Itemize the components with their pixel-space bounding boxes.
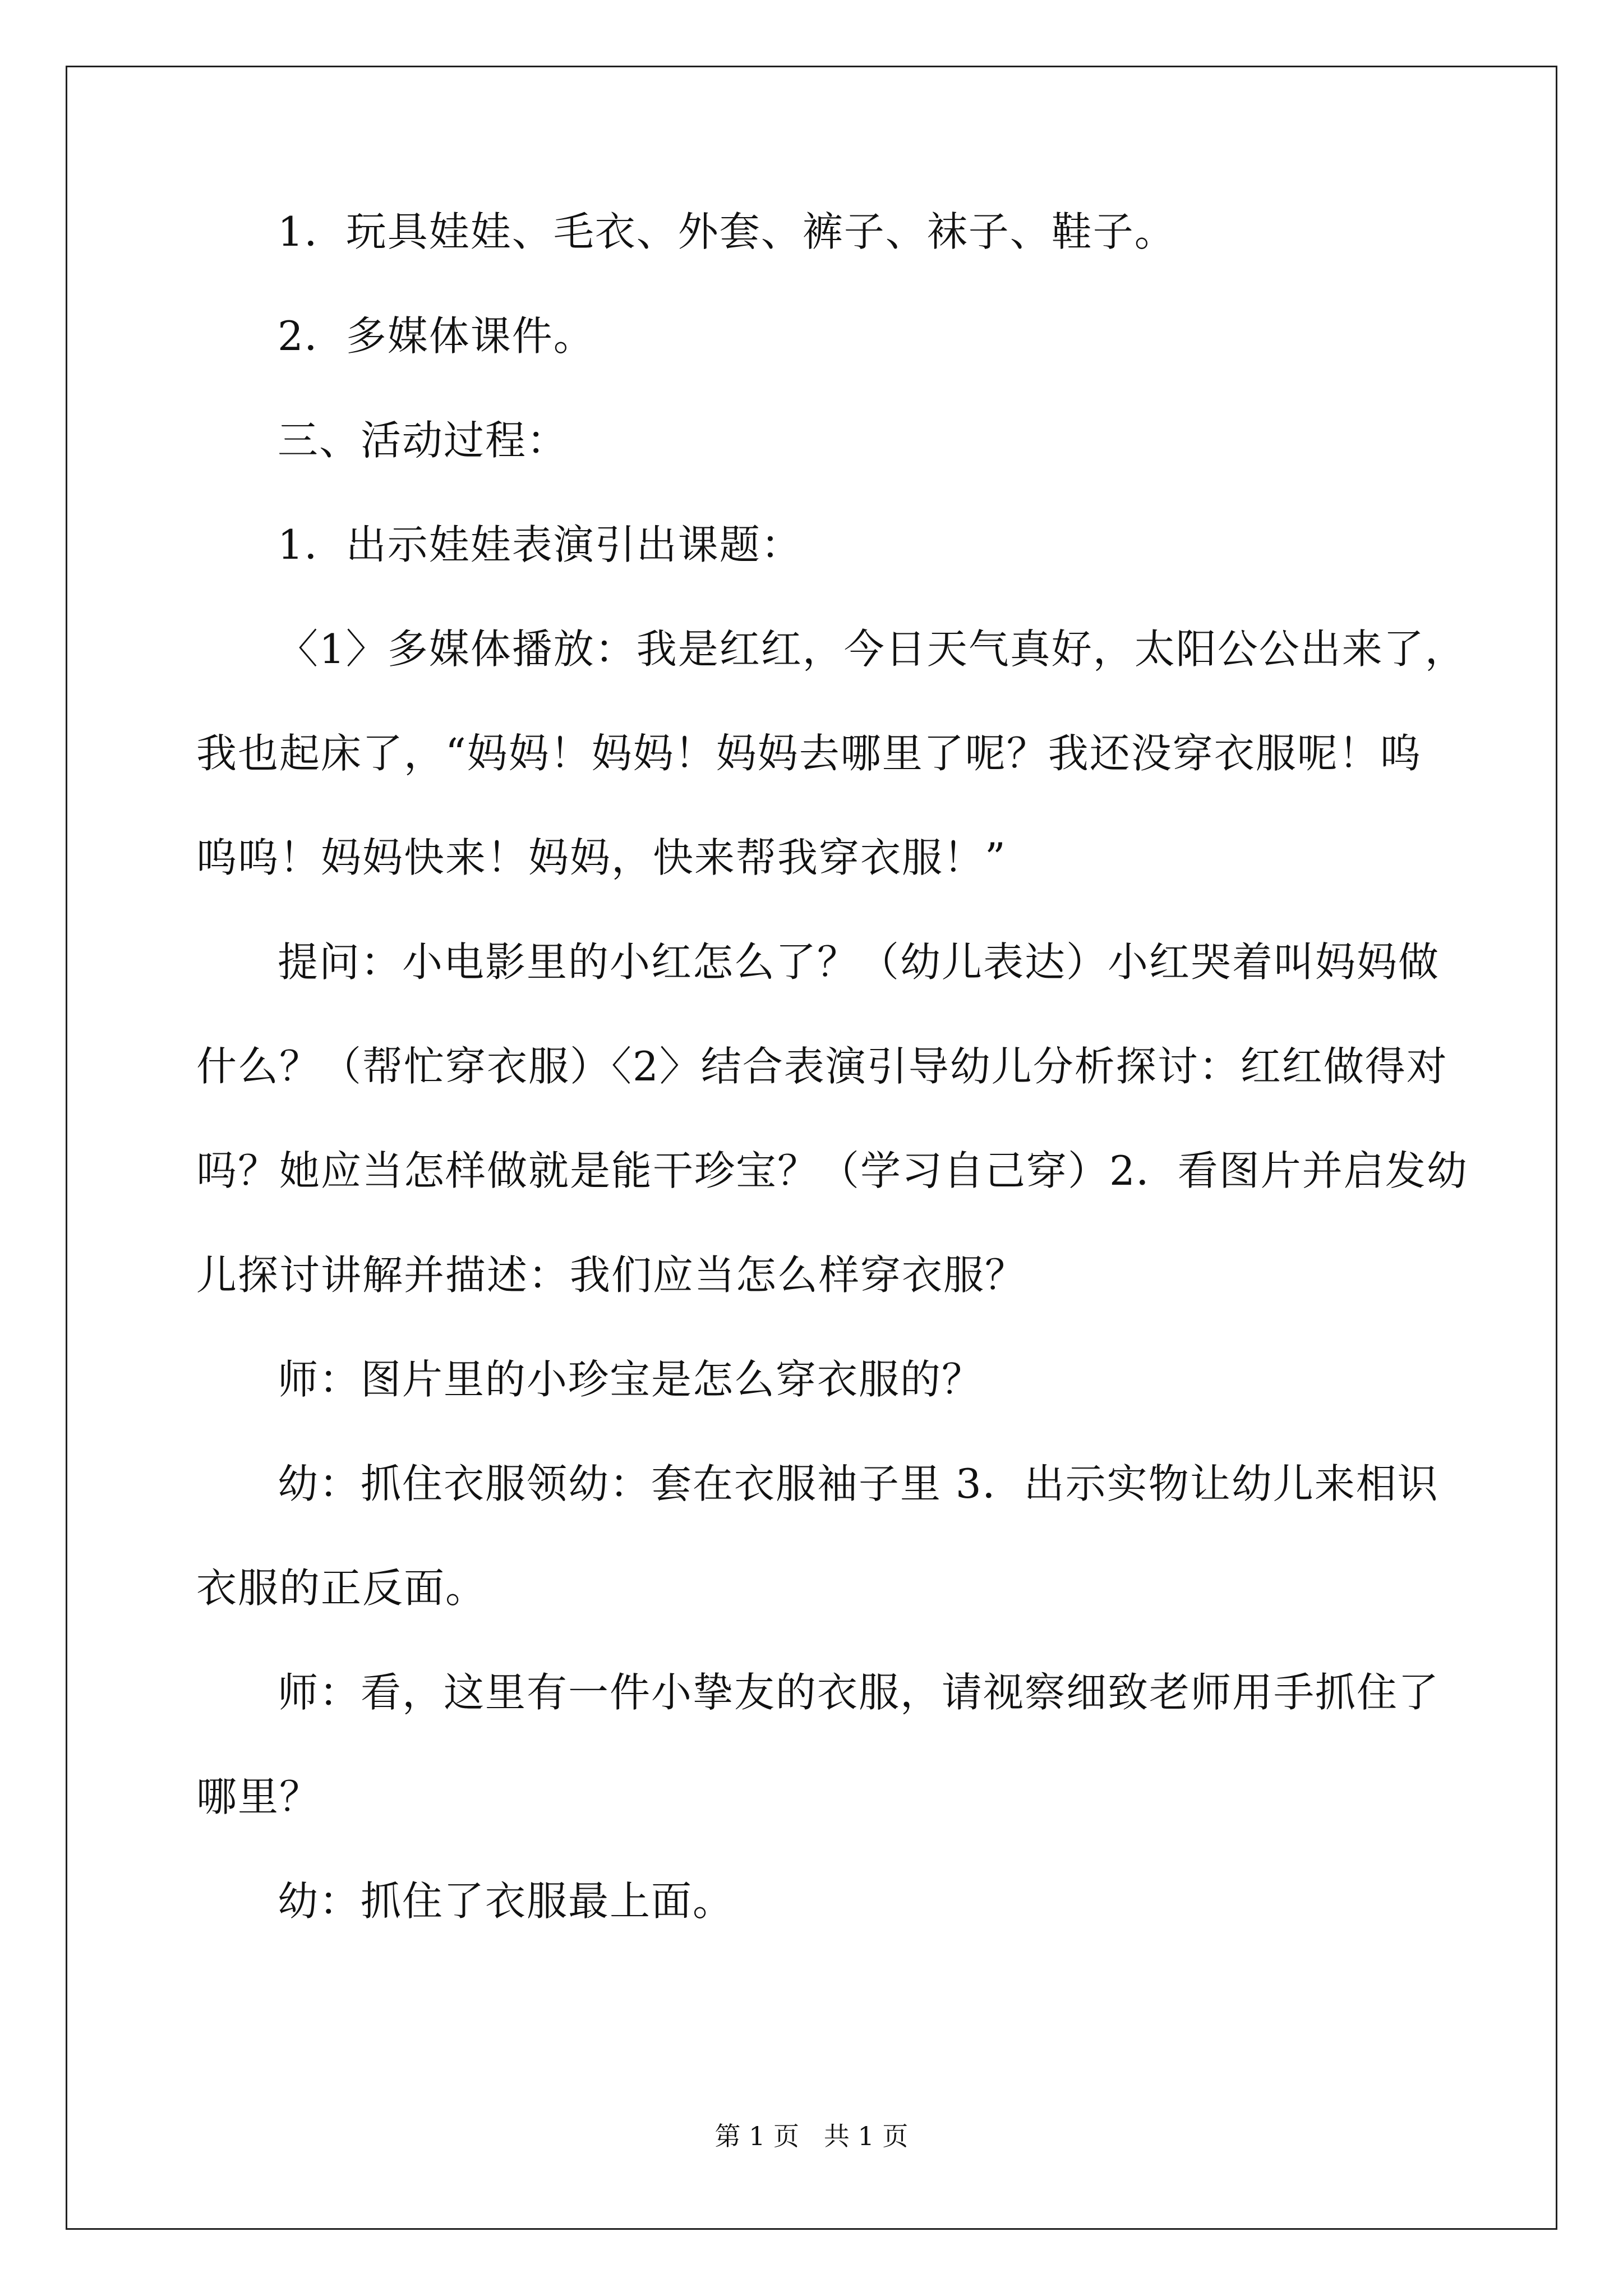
paragraph-line: 师：图片里的小珍宝是怎么穿衣服的？ (278, 1356, 984, 1403)
paragraph-line: 我也起床了，“妈妈！妈妈！妈妈去哪里了呢？我还没穿衣服呢！呜 (196, 730, 1422, 777)
page-footer: 第 1 页 共 1 页 (714, 2121, 909, 2151)
paragraph-materials-2: 2．多媒体课件。 (278, 312, 595, 360)
step-heading-1: 1．出示娃娃表演引出课题： (278, 521, 803, 568)
paragraph-line: 幼：抓住衣服领幼：套在衣服袖子里 3．出示实物让幼儿来相识 (278, 1460, 1439, 1507)
paragraph-line: 哪里？ (196, 1773, 321, 1820)
paragraph-line: 什么？（帮忙穿衣服）〈2〉结合表演引导幼儿分析探讨：红红做得对 (196, 1043, 1448, 1090)
paragraph-line: 衣服的正反面。 (196, 1565, 487, 1612)
paragraph-line: 儿探讨讲解并描述：我们应当怎么样穿衣服？ (196, 1251, 1027, 1299)
paragraph-line: 幼：抓住了衣服最上面。 (278, 1878, 735, 1925)
paragraph-line: 师：看，这里有一件小挚友的衣服，请视察细致老师用手抓住了 (278, 1669, 1440, 1716)
paragraph-materials-1: 1．玩具娃娃、毛衣、外套、裤子、袜子、鞋子。 (278, 208, 1176, 255)
paragraph-line: 〈1〉多媒体播放：我是红红，今日天气真好，太阳公公出来了， (278, 625, 1467, 673)
section-heading-activity-process: 三、活动过程： (278, 417, 569, 464)
paragraph-line: 提问：小电影里的小红怎么了？（幼儿表达）小红哭着叫妈妈做 (278, 938, 1440, 986)
paragraph-line: 呜呜！妈妈快来！妈妈，快来帮我穿衣服！” (196, 834, 1007, 881)
paragraph-line: 吗？她应当怎样做就是能干珍宝？（学习自己穿）2．看图片并启发幼 (196, 1147, 1468, 1194)
